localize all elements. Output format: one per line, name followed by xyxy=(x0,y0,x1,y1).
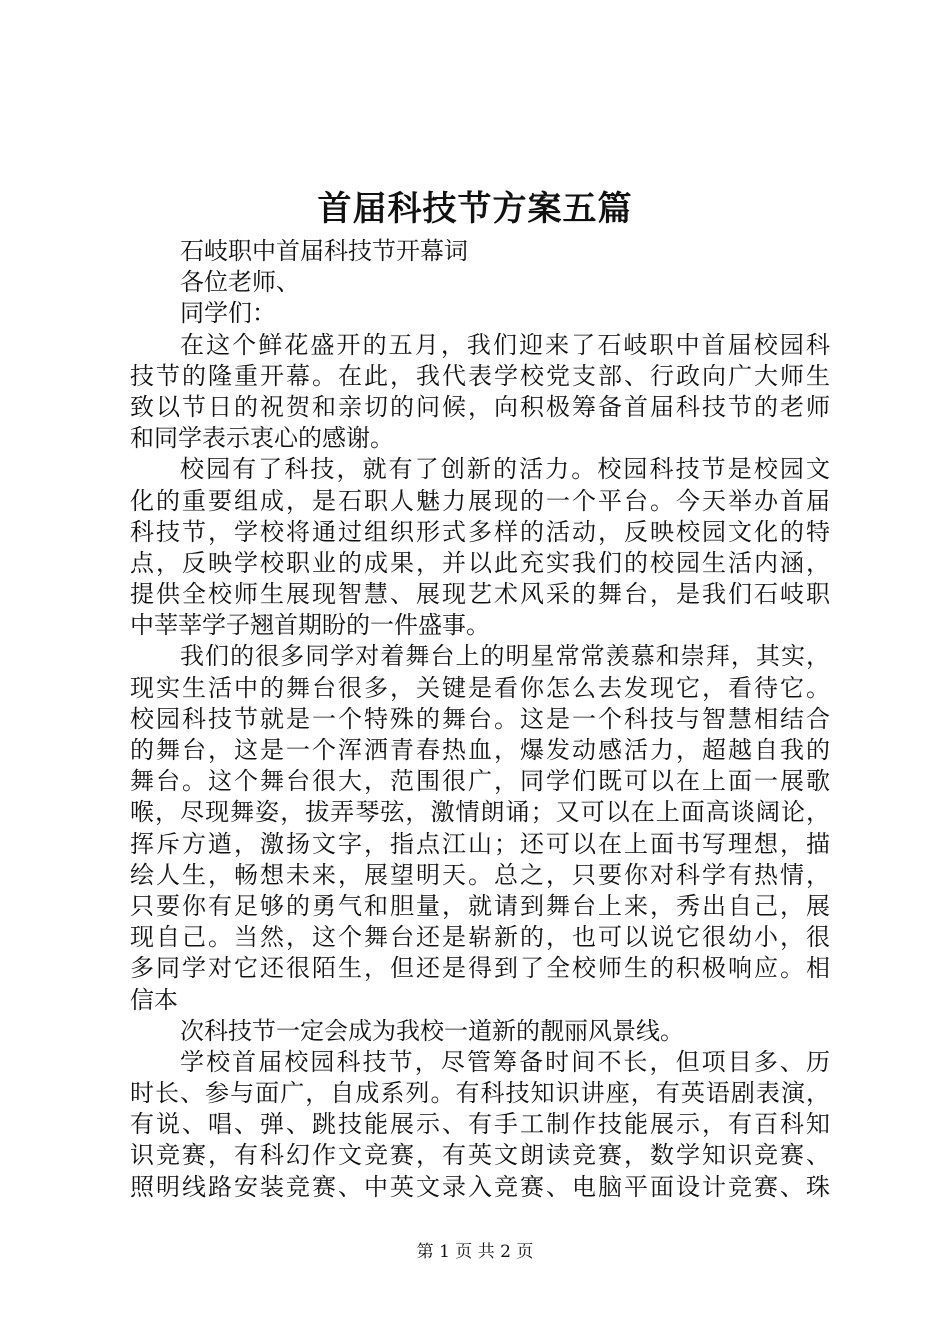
text-line: 信本 xyxy=(130,985,178,1014)
text-line: 只要你有足够的勇气和胆量，就请到舞台上来，秀出自己，展 xyxy=(130,891,830,920)
text-line: 科技节，学校将通过组织形式多样的活动，反映校园文化的特 xyxy=(130,517,830,546)
page-title: 首届科技节方案五篇 xyxy=(317,189,633,229)
text-line: 照明线路安装竞赛、中英文录入竞赛、电脑平面设计竞赛、珠 xyxy=(130,1172,830,1201)
text-line: 绘人生，畅想未来，展望明天。总之，只要你对科学有热情， xyxy=(130,860,830,889)
text-line: 石岐职中首届科技节开幕词 xyxy=(180,237,468,265)
text-line: 次科技节一定会成为我校一道新的靓丽风景线。 xyxy=(180,1016,684,1045)
text-line: 挥斥方遒，激扬文字，指点江山；还可以在上面书写理想，描 xyxy=(130,829,830,858)
text-line: 校园有了科技，就有了创新的活力。校园科技节是校园文 xyxy=(180,455,830,484)
text-line: 有说、唱、弹、跳技能展示、有手工制作技能展示，有百科知 xyxy=(130,1110,830,1139)
text-line: 我们的很多同学对着舞台上的明星常常羡慕和崇拜，其实， xyxy=(180,642,830,671)
document-body xyxy=(130,236,830,1203)
text-line: 化的重要组成，是石职人魅力展现的一个平台。今天举办首届 xyxy=(130,486,830,515)
text-line: 学校首届校园科技节，尽管筹备时间不长，但项目多、历 xyxy=(180,1047,830,1076)
text-line: 同学们： xyxy=(180,299,276,328)
page-footer: 第 1 页 共 2 页 xyxy=(416,1242,534,1262)
text-line: 舞台。这个舞台很大，范围很广，同学们既可以在上面一展歌 xyxy=(130,767,830,796)
text-line: 点，反映学校职业的成果，并以此充实我们的校园生活内涵， xyxy=(130,548,830,577)
text-line: 识竞赛，有科幻作文竞赛，有英文朗读竞赛，数学知识竞赛、 xyxy=(130,1141,830,1170)
text-line: 技节的隆重开幕。在此，我代表学校党支部、行政向广大师生 xyxy=(130,361,830,390)
text-line: 现实生活中的舞台很多，关键是看你怎么去发现它，看待它。 xyxy=(130,673,830,702)
text-line: 时长、参与面广，自成系列。有科技知识讲座，有英语剧表演， xyxy=(130,1079,830,1108)
text-line: 致以节日的祝贺和亲切的问候，向积极筹备首届科技节的老师 xyxy=(130,392,830,421)
text-line: 喉，尽现舞姿，拔弄琴弦，激情朗诵；又可以在上面高谈阔论， xyxy=(130,798,830,827)
text-line: 和同学表示衷心的感谢。 xyxy=(130,424,394,453)
text-line: 提供全校师生展现智慧、展现艺术风采的舞台，是我们石岐职 xyxy=(130,580,830,609)
text-line: 的舞台，这是一个浑洒青春热血，爆发动感活力，超越自我的 xyxy=(130,736,830,764)
text-line: 现自己。当然，这个舞台还是崭新的，也可以说它很幼小，很 xyxy=(130,923,830,952)
text-line: 多同学对它还很陌生，但还是得到了全校师生的积极响应。相 xyxy=(130,954,830,983)
text-line: 各位老师、 xyxy=(180,268,300,297)
text-line: 中莘莘学子翘首期盼的一件盛事。 xyxy=(130,611,490,640)
text-line: 在这个鲜花盛开的五月，我们迎来了石岐职中首届校园科 xyxy=(180,330,830,359)
text-line: 校园科技节就是一个特殊的舞台。这是一个科技与智慧相结合 xyxy=(130,704,830,733)
